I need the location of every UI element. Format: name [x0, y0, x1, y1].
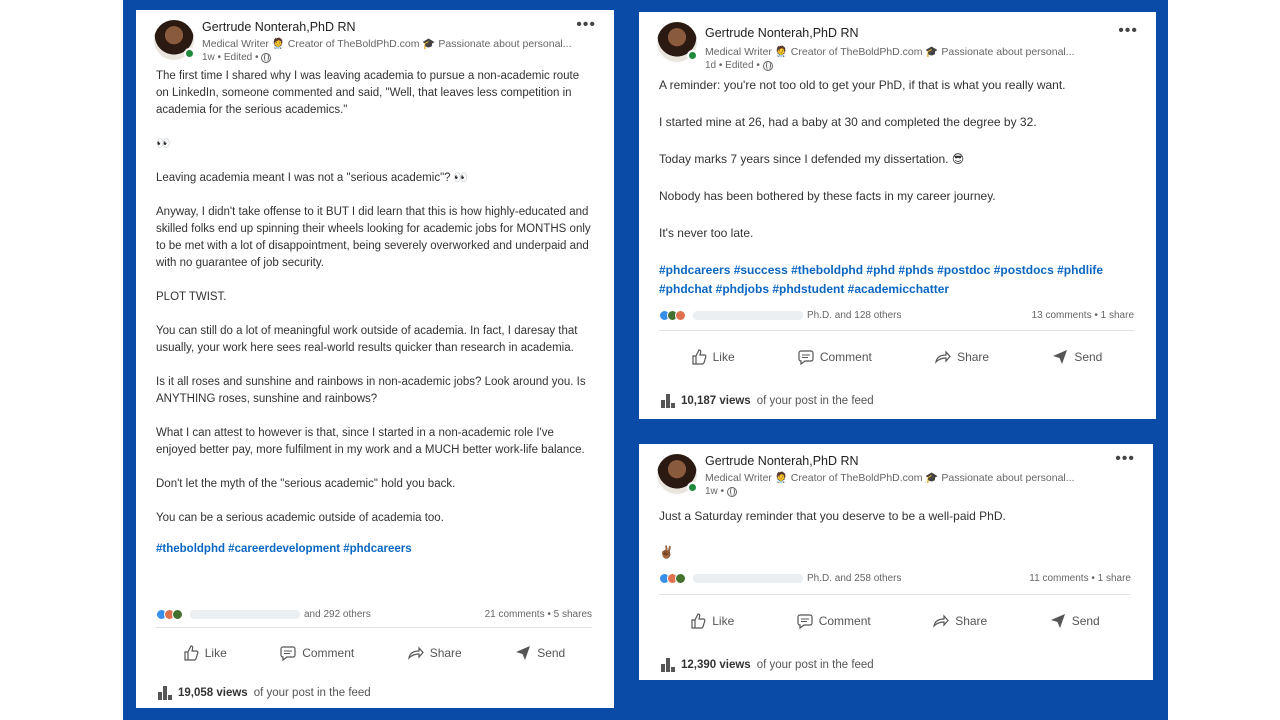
author-headline: Medical Writer 🧑‍⚕️ Creator of TheBoldPhD.com 🎓 Passionate about personal... — [705, 472, 1075, 484]
blurred-reactor-name — [693, 574, 803, 583]
action-bar — [659, 607, 1131, 635]
send-icon — [515, 645, 531, 661]
post-body — [659, 76, 1136, 299]
post-paragraph: You can still do a lot of meaningful work outside of academia. In fact, I daresay that usually, your work here sees real-world results quicker than research in academia. — [156, 325, 578, 354]
thumbs-up-icon — [690, 613, 706, 629]
post-paragraph: A reminder: you're not too old to get your PhD, if that is what you really want. — [659, 78, 1066, 92]
online-status-icon — [687, 50, 698, 61]
analytics-bars-icon — [661, 658, 675, 672]
share-arrow-icon — [408, 645, 424, 661]
share-button[interactable] — [408, 645, 462, 661]
action-bar — [659, 343, 1134, 371]
divider — [659, 594, 1131, 595]
post-hashtags[interactable]: #theboldphd #careerdevelopment #phdcareers — [156, 543, 412, 555]
views-suffix: of your post in the feed — [756, 395, 874, 407]
share-label: Share — [955, 614, 988, 628]
engagement-count[interactable]: 21 comments • 5 shares — [484, 608, 592, 620]
celebrate-reaction-icon — [172, 609, 183, 620]
globe-icon — [261, 53, 271, 63]
analytics-bars-icon — [158, 686, 172, 700]
author-headline: Medical Writer 🧑‍⚕️ Creator of TheBoldPhD.com 🎓 Passionate about personal... — [202, 38, 572, 50]
celebrate-reaction-icon — [675, 573, 686, 584]
like-button[interactable] — [691, 349, 735, 365]
blurred-reactor-name — [190, 610, 300, 619]
share-label: Share — [429, 646, 462, 660]
post-paragraph: Nobody has been bothered by these facts in my career journey. — [659, 189, 996, 203]
post-views[interactable] — [661, 658, 874, 672]
post-paragraph: Just a Saturday reminder that you deserve to be a well-paid PhD. — [659, 509, 1006, 523]
divider — [156, 627, 592, 628]
reactions-count[interactable]: and 292 others — [304, 608, 371, 620]
send-button[interactable] — [1052, 349, 1102, 365]
thumbs-up-icon — [183, 645, 199, 661]
post-paragraph: It's never too late. — [659, 226, 754, 240]
online-status-icon — [687, 482, 698, 493]
reactions-count[interactable]: Ph.D. and 128 others — [807, 309, 902, 321]
reactions-count[interactable]: Ph.D. and 258 others — [807, 572, 902, 584]
post-hashtags[interactable]: #phdcareers #success #theboldphd #phd #phds #postdoc #postdocs #phdlife #phdchat #phdjobs #phdstudent #academicchatter — [659, 263, 1104, 296]
send-icon — [1052, 349, 1068, 365]
more-options-button[interactable]: ••• — [576, 16, 596, 33]
send-label: Send — [1074, 350, 1103, 364]
analytics-bars-icon — [661, 394, 675, 408]
post-paragraph: Today marks 7 years since I defended my dissertation. 😎 — [659, 152, 965, 166]
post-views[interactable] — [158, 686, 371, 700]
post-paragraph: I started mine at 26, had a baby at 30 and completed the degree by 32. — [659, 115, 1037, 129]
views-suffix: of your post in the feed — [253, 687, 371, 699]
share-arrow-icon — [935, 349, 951, 365]
like-button[interactable] — [183, 645, 227, 661]
avatar[interactable] — [657, 22, 697, 62]
globe-icon — [727, 487, 737, 497]
post-meta — [202, 52, 271, 63]
author-headline: Medical Writer 🧑‍⚕️ Creator of TheBoldPhD.com 🎓 Passionate about personal... — [705, 46, 1075, 58]
like-label: Like — [204, 646, 227, 660]
post-paragraph: You can be a serious academic outside of academia too. — [156, 512, 444, 524]
send-icon — [1050, 613, 1066, 629]
comment-button[interactable] — [797, 613, 871, 629]
author-name[interactable]: Gertrude Nonterah,PhD RN — [705, 26, 859, 40]
engagement-count[interactable]: 11 comments • 1 share — [1029, 572, 1131, 584]
send-button[interactable] — [1050, 613, 1100, 629]
post-paragraph: 👀 — [156, 138, 171, 150]
like-label: Like — [712, 350, 735, 364]
send-label: Send — [1071, 614, 1100, 628]
post-time: 1w • — [705, 486, 725, 497]
engagement-count[interactable]: 13 comments • 1 share — [1031, 309, 1134, 321]
post-paragraph: Don't let the myth of the "serious academic" hold you back. — [156, 478, 456, 490]
post-paragraph: Anyway, I didn't take offense to it BUT I did learn that this is how highly-educated and skilled folks end up spinning their wheels looking for academic jobs for MONTHS only to be met with a lot of disappointment, being severely overworked and underpaid and with no guarantee of job security. — [156, 206, 591, 269]
social-counts — [156, 605, 592, 623]
comment-button[interactable] — [798, 349, 872, 365]
send-button[interactable] — [515, 645, 565, 661]
more-options-button[interactable]: ••• — [1115, 450, 1135, 467]
post-paragraph: What I can attest to however is that, since I started in a non-academic role I've enjoyed better pay, more fulfilment in my work and a MUCH better work-life balance. — [156, 427, 585, 456]
online-status-icon — [184, 48, 195, 59]
post-meta — [705, 486, 737, 497]
post-header — [657, 18, 1142, 71]
author-name[interactable]: Gertrude Nonterah,PhD RN — [705, 454, 859, 468]
post-header — [154, 16, 600, 64]
views-count: 10,187 views — [681, 395, 751, 407]
post-paragraph: Is it all roses and sunshine and rainbows in non-academic jobs? Look around you. Is ANYTHING roses, sunshine and rainbows? — [156, 376, 586, 405]
comment-icon — [280, 645, 296, 661]
post-meta — [705, 60, 773, 71]
comment-label: Comment — [302, 646, 355, 660]
avatar[interactable] — [657, 454, 697, 494]
send-label: Send — [537, 646, 566, 660]
thumbs-up-icon — [691, 349, 707, 365]
comment-icon — [798, 349, 814, 365]
love-reaction-icon — [675, 310, 686, 321]
blurred-reactor-name — [693, 311, 803, 320]
social-counts — [659, 569, 1131, 587]
post-card-3 — [639, 444, 1153, 680]
post-paragraph: PLOT TWIST. — [156, 291, 227, 303]
comment-label: Comment — [818, 614, 871, 628]
like-label: Like — [712, 614, 735, 628]
post-card-2 — [639, 12, 1156, 419]
comment-label: Comment — [819, 350, 872, 364]
comment-icon — [797, 613, 813, 629]
post-paragraph: The first time I shared why I was leaving academia to pursue a non-academic route on LinkedIn, someone commented and said, "Well, that leaves less competition in academia for the serious academics." — [156, 70, 580, 116]
divider — [659, 330, 1134, 331]
views-suffix: of your post in the feed — [756, 659, 874, 671]
share-button[interactable] — [935, 349, 989, 365]
post-paragraph: Leaving academia meant I was not a "serious academic"? 👀 — [156, 172, 469, 184]
views-count: 12,390 views — [681, 659, 751, 671]
share-arrow-icon — [933, 613, 949, 629]
post-views[interactable] — [661, 394, 874, 408]
social-counts — [659, 306, 1134, 324]
like-button[interactable] — [690, 613, 734, 629]
post-body — [156, 68, 594, 559]
post-time: 1w • Edited • — [202, 52, 259, 63]
avatar[interactable] — [154, 20, 194, 60]
action-bar — [156, 639, 592, 667]
views-count: 19,058 views — [178, 687, 248, 699]
post-card-1 — [136, 10, 614, 708]
post-body — [659, 507, 1133, 578]
comment-button[interactable] — [280, 645, 354, 661]
globe-icon — [763, 61, 773, 71]
post-time: 1d • Edited • — [705, 60, 760, 71]
share-label: Share — [957, 350, 990, 364]
more-options-button[interactable]: ••• — [1118, 22, 1138, 39]
share-button[interactable] — [933, 613, 987, 629]
author-name[interactable]: Gertrude Nonterah,PhD RN — [202, 20, 356, 34]
post-header — [657, 450, 1139, 498]
post-paragraph: ✌🏾 — [659, 545, 674, 559]
